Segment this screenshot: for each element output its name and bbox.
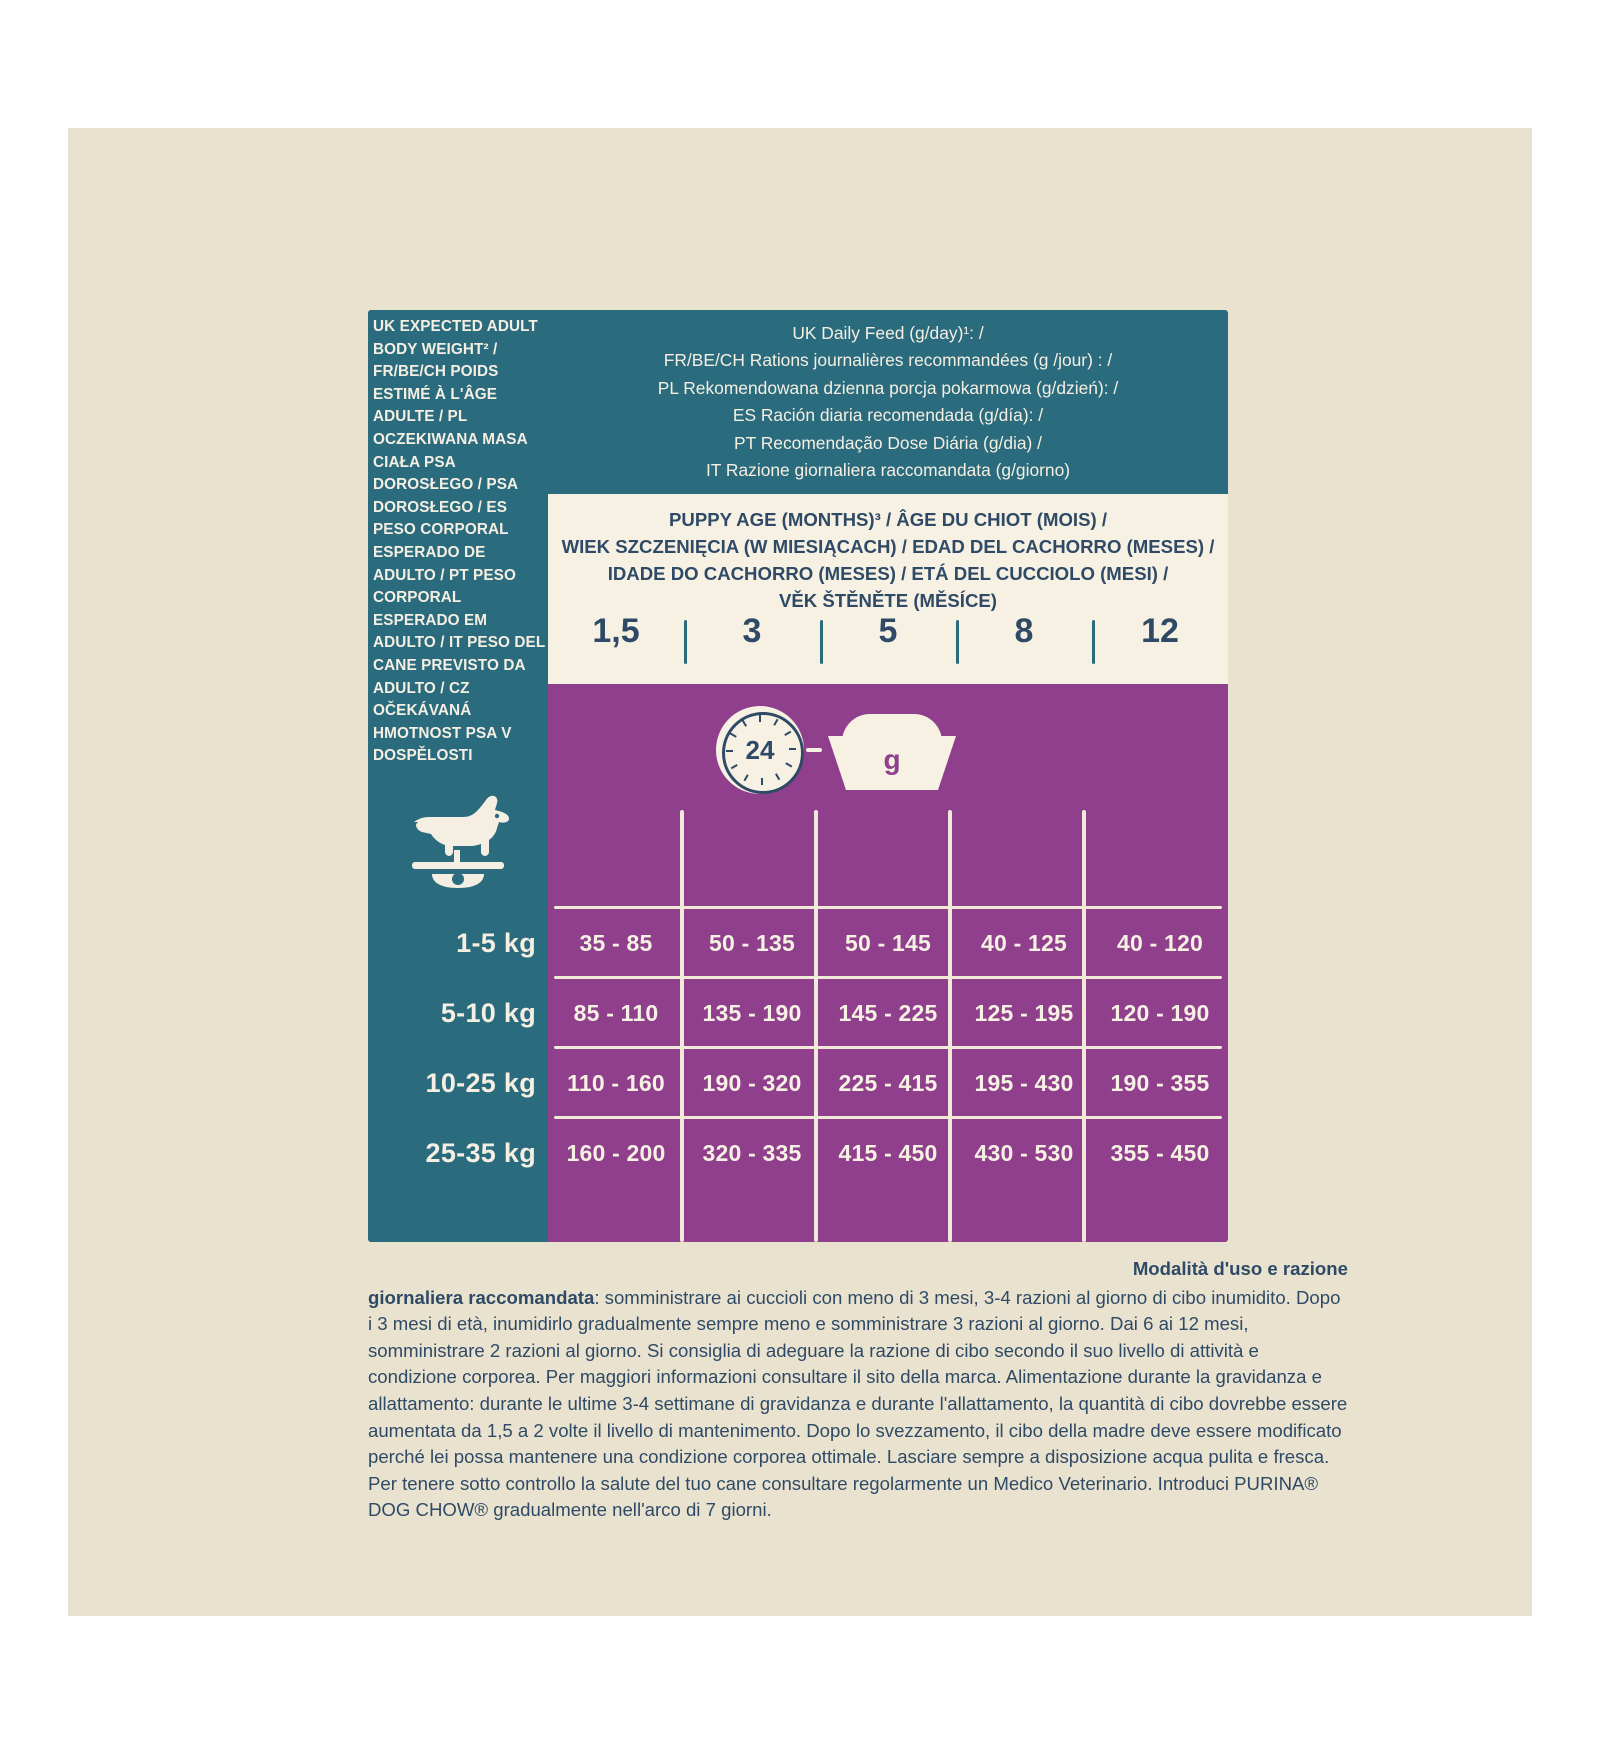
age-column-header: 8	[956, 612, 1092, 676]
table-cell: 320 - 335	[702, 1139, 802, 1166]
age-column-header: 3	[684, 612, 820, 676]
table-cell: 50 - 145	[845, 929, 931, 956]
header-line: IDADE DO CACHORRO (MESES) / ETÁ DEL CUCCIOLO (MESI) /	[607, 563, 1169, 584]
weight-label: 5-10 kg	[440, 997, 536, 1028]
feeding-instructions-text	[368, 1256, 1348, 1524]
header-line: WIEK SZCZENIĘCIA (W MIESIĄCACH) / EDAD DEL CACHORRO (MESES) /	[561, 536, 1215, 557]
dog-on-scale-icon	[396, 778, 520, 888]
table-cell: 190 - 320	[702, 1069, 802, 1096]
weight-label: 10-25 kg	[425, 1067, 536, 1098]
clock-label: 24	[745, 734, 775, 765]
table-cell: 190 - 355	[1110, 1069, 1210, 1096]
header-line: ES Ración diaria recomendada (g/día): /	[732, 405, 1044, 426]
packaging-panel	[68, 128, 1532, 1616]
age-column-header: 5	[820, 612, 956, 676]
table-body	[548, 684, 1228, 1242]
table-cell: 110 - 160	[567, 1069, 665, 1096]
table-cell: 35 - 85	[579, 929, 653, 956]
table-row	[548, 1048, 1228, 1118]
table-cell: 160 - 200	[566, 1139, 666, 1166]
table-row	[548, 978, 1228, 1048]
left-column-header: UK EXPECTED ADULT BODY WEIGHT² / FR/BE/CH POIDS ESTIMÉ À L'ÂGE ADULTE / PL OCZEKIWANA MASA CIAŁA PSA DOROSŁEGO / PSA DOROSŁEGO / ES PESO CORPORAL ESPERADO DE ADULTO / PT PESO CORPORAL ESPERADO EM ADULTO / IT PESO DEL CANE PREVISTO DA ADULTO / CZ OČEKÁVANÁ HMOTNOST PSA V DOSPĚLOSTI	[373, 318, 545, 765]
table-cell: 135 - 190	[702, 999, 802, 1026]
table-cell: 40 - 120	[1117, 929, 1203, 956]
table-cell: 145 - 225	[838, 999, 938, 1026]
feeding-guide-table	[368, 310, 1228, 1242]
daily-feed-header	[548, 310, 1228, 494]
instructions-bold-lead: giornaliera raccomandata	[368, 1286, 595, 1308]
puppy-age-header	[548, 494, 1228, 684]
header-line: PT Recomendação Dose Diária (g/dia) /	[733, 432, 1043, 453]
table-cell: 225 - 415	[838, 1069, 938, 1096]
table-left-column	[368, 310, 548, 1242]
table-row	[548, 908, 1228, 978]
age-column-header: 12	[1092, 612, 1228, 676]
header-line: FR/BE/CH Rations journalières recommandées (g /jour) : /	[663, 350, 1113, 371]
table-cell: 85 - 110	[573, 999, 659, 1026]
table-rows	[548, 908, 1228, 1188]
table-cell: 355 - 450	[1110, 1139, 1210, 1166]
food-bowl-icon	[828, 714, 956, 790]
table-row	[548, 1118, 1228, 1188]
clock-24h-icon	[716, 706, 804, 794]
header-line: IT Razione giornaliera raccomandata (g/giorno)	[705, 460, 1071, 481]
weight-row-labels	[368, 908, 548, 1242]
header-line: PUPPY AGE (MONTHS)³ / ÂGE DU CHIOT (MOIS) /	[669, 509, 1107, 530]
age-column-headers	[548, 612, 1228, 676]
header-line: VĚK ŠTĚNĚTE (MĚSÍCE)	[779, 590, 997, 611]
puppy-age-title	[548, 494, 1228, 614]
weight-label: 1-5 kg	[456, 927, 536, 958]
table-cell: 195 - 430	[974, 1069, 1074, 1096]
header-line: UK Daily Feed (g/day)¹: /	[792, 323, 984, 343]
bowl-label: g	[883, 744, 901, 775]
instructions-body: : somministrare ai cuccioli con meno di 3 mesi, 3-4 razioni al giorno di cibo inumidito. Dopo i 3 mesi di età, inumidirlo gradualmente sempre meno e somministrare 3 razioni al giorno. Dai 6 ai 12 mesi, somministrare 2 razioni al giorno. Si consiglia di adeguare la razione di cibo secondo il suo livello di attività e condizione corporea. Per maggiori informazioni consultare il sito della marca. Alimentazione durante la gravidanza e allattamento: durante le ultime 3-4 settimane di gravidanza e durante l'allattamento, la quantità di cibo dovrebbe essere aumentata da 1,5 a 2 volte il livello di mantenimento. Dopo lo svezzamento, il cibo della madre deve essere modificato perché lei possa mantenere una condizione corporea ottimale. Lasciare sempre a disposizione acqua pulita e fresca. Per tenere sotto controllo la salute del tuo cane consultare regolarmente un Medico Veterinario. Introduci PURINA® DOG CHOW® gradualmente nell'arco di 7 giorni.	[368, 1286, 1348, 1521]
table-cell: 415 - 450	[838, 1139, 938, 1166]
instructions-heading: Modalità d'uso e razione	[1132, 1258, 1348, 1279]
age-column-header: 1,5	[592, 612, 640, 650]
table-cell: 50 - 135	[709, 929, 795, 956]
feeding-icons	[716, 706, 1016, 796]
table-cell: 125 - 195	[974, 999, 1074, 1026]
header-line: PL Rekomendowana dzienna porcja pokarmowa (g/dzień): /	[657, 377, 1119, 398]
table-grid	[548, 810, 1228, 1242]
equals-dash-icon	[806, 748, 822, 752]
table-cell: 40 - 125	[981, 929, 1067, 956]
table-cell: 120 - 190	[1110, 999, 1210, 1026]
weight-label: 25-35 kg	[425, 1137, 536, 1168]
table-cell: 430 - 530	[974, 1139, 1074, 1166]
